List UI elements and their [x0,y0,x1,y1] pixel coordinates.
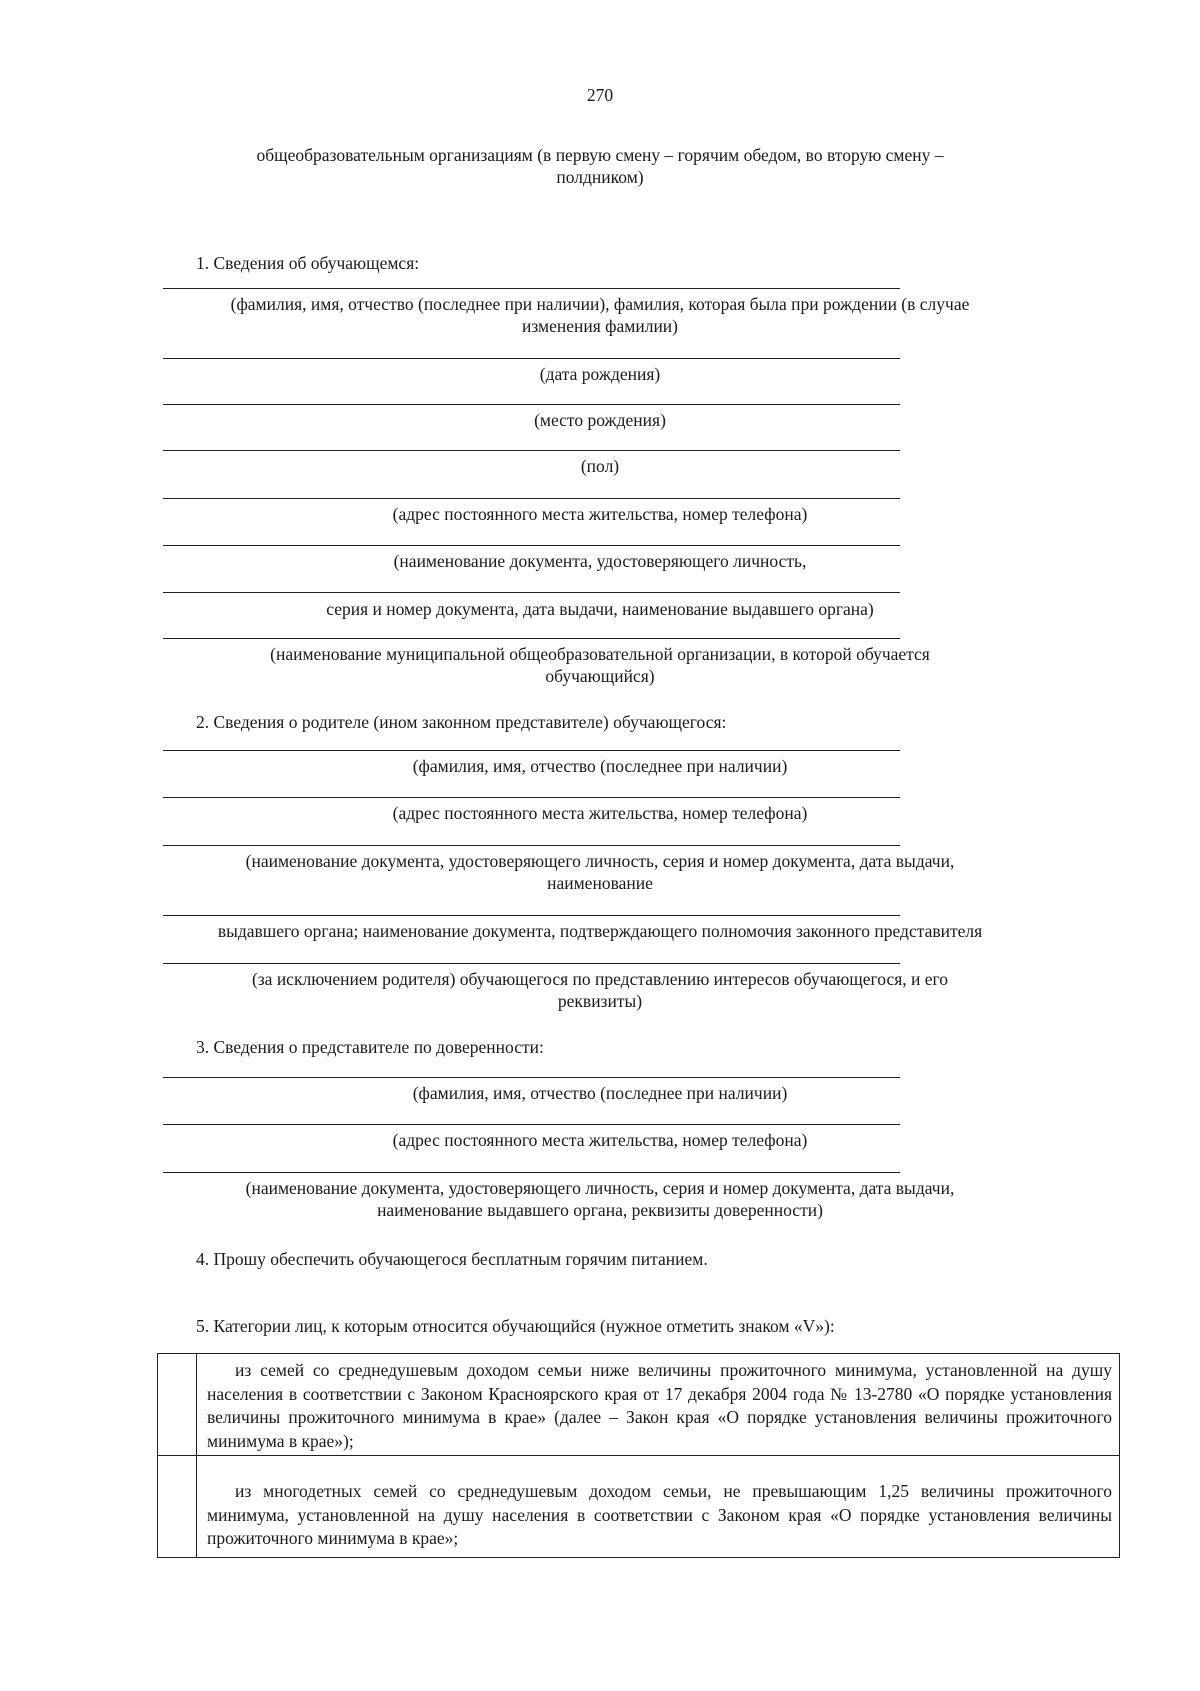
page-number: 270 [586,85,614,105]
category-1-paragraph: из семей со среднедушевым доходом семьи ниже величины прожиточного минимума, установленной на душу населения в соответствии с Законом Красноярского края от 17 декабря 2004 года № 13-2780 «О порядке установления величины прожиточного минимума в крае» (далее – Закон края «О порядке установления величины прожиточного минимума в крае»); [207,1360,1112,1451]
section-3-heading: 3. Сведения о представителе по доверенности: [196,1037,544,1057]
parent-fio-caption: (фамилия, имя, отчество (последнее при наличии) [412,756,788,776]
birth-date-caption: (дата рождения) [539,364,661,384]
parent-exclusion-caption-2: реквизиты) [557,991,643,1011]
school-field[interactable] [163,638,900,639]
proxy-address-caption: (адрес постоянного места жительства, номер телефона) [392,1130,808,1150]
parent-issuer-field[interactable] [163,915,900,916]
sex-caption: (пол) [580,456,620,476]
section-1-heading: 1. Сведения об обучающемся: [196,253,420,273]
student-fio-caption-2: изменения фамилии) [522,316,678,336]
student-address-caption: (адрес постоянного места жительства, номер телефона) [392,504,808,524]
birth-place-caption: (место рождения) [534,410,666,430]
parent-doc-field[interactable] [163,845,900,846]
school-caption-1: (наименование муниципальной общеобразовательной организации, в которой обучается [270,644,930,664]
parent-issuer-caption: выдавшего органа; наименование документа, подтверждающего полномочия законного представителя [217,921,983,941]
category-1-text [207,1359,1112,1453]
parent-doc-caption-2: наименование [547,873,653,893]
section-2-heading: 2. Сведения о родителе (ином законном представителе) обучающегося: [196,712,727,732]
category-2-text [207,1480,1112,1551]
parent-doc-caption-1: (наименование документа, удостоверяющего личность, серия и номер документа, дата выдачи, [245,851,955,871]
sex-field[interactable] [163,450,900,451]
birth-place-field[interactable] [163,404,900,405]
student-id-doc-caption: (наименование документа, удостоверяющего личность, [393,551,807,571]
parent-address-caption: (адрес постоянного места жительства, номер телефона) [392,803,808,823]
intro-line-2: полдником) [556,167,644,187]
parent-authority-field[interactable] [163,963,900,964]
categories-table-row-separator [157,1455,1120,1456]
proxy-doc-caption-1: (наименование документа, удостоверяющего личность, серия и номер документа, дата выдачи, [245,1178,955,1198]
parent-address-field[interactable] [163,797,900,798]
student-fio-caption-1: (фамилия, имя, отчество (последнее при наличии), фамилия, которая была при рождении (в случае [230,294,970,314]
student-id-doc-details-caption: серия и номер документа, дата выдачи, наименование выдавшего органа) [326,599,874,619]
section-4-text: 4. Прошу обеспечить обучающегося бесплатным горячим питанием. [196,1249,708,1269]
parent-fio-field[interactable] [163,750,900,751]
category-2-paragraph: из многодетных семей со среднедушевым доходом семьи, не превышающим 1,25 величины прожиточного минимума, установленной на душу населения в соответствии с Законом края «О порядке установления величины прожиточного минимума в крае»; [207,1481,1112,1548]
category-1-checkbox[interactable] [158,1354,195,1454]
intro-line-1: общеобразовательным организациям (в первую смену – горячим обедом, во вторую смену – [256,145,944,165]
section-5-heading: 5. Категории лиц, к которым относится обучающийся (нужное отметить знаком «V»): [196,1316,835,1336]
proxy-doc-field[interactable] [163,1172,900,1173]
school-caption-2: обучающийся) [545,666,655,686]
student-fio-field[interactable] [163,288,900,289]
category-2-checkbox[interactable] [158,1457,195,1557]
student-address-field[interactable] [163,498,900,499]
birth-date-field[interactable] [163,358,900,359]
proxy-fio-caption: (фамилия, имя, отчество (последнее при наличии) [412,1083,788,1103]
proxy-doc-caption-2: наименование выдавшего органа, реквизиты доверенности) [377,1200,823,1220]
proxy-fio-field[interactable] [163,1077,900,1078]
parent-exclusion-caption-1: (за исключением родителя) обучающегося по представлению интересов обучающегося, и его [251,969,949,989]
student-id-doc-field[interactable] [163,545,900,546]
student-id-doc-details-field[interactable] [163,592,900,593]
proxy-address-field[interactable] [163,1124,900,1125]
